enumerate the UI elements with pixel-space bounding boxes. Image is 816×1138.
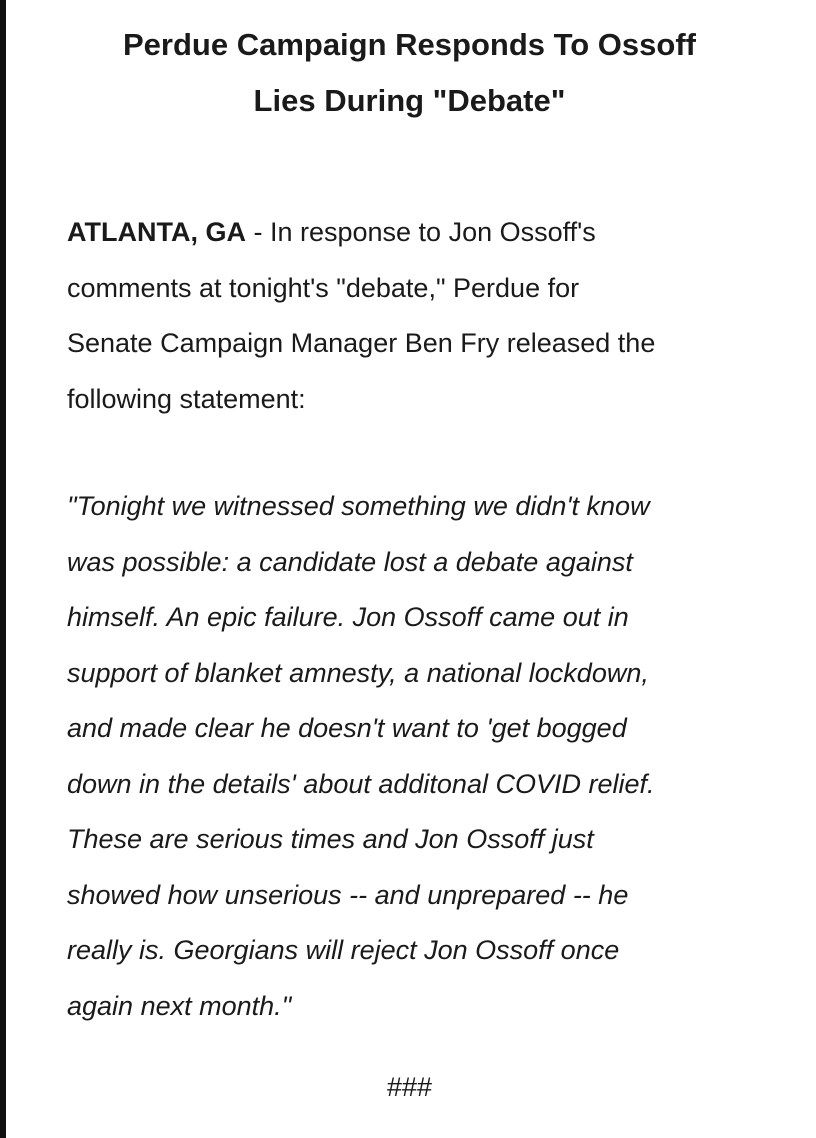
quote-line: support of blanket amnesty, a national lockdown, [67, 657, 649, 688]
intro-line: Senate Campaign Manager Ben Fry released the [67, 328, 656, 358]
intro-line: following statement: [67, 383, 306, 414]
headline-line: Lies During "Debate" [253, 83, 566, 118]
dateline: ATLANTA, GA [67, 217, 246, 247]
headline-line: Perdue Campaign Responds To Ossoff [122, 27, 696, 62]
press-release [67, 0, 767, 1115]
quote-line: "Tonight we witnessed something we didn't know [67, 491, 650, 521]
quote-line: down in the details' about additonal COVID relief. [67, 768, 655, 799]
quote-line: showed how unserious -- and unprepared -- he [67, 879, 629, 910]
statement-quote [67, 479, 767, 1034]
quote-line: really is. Georgians will reject Jon Ossoff once [67, 935, 620, 965]
left-border [0, 0, 6, 1138]
intro-first-line-text: - In response to Jon Ossoff's [245, 217, 596, 247]
quote-line: and made clear he doesn't want to 'get bogged [67, 713, 627, 743]
intro-paragraph [67, 205, 767, 427]
quote-line: was possible: a candidate lost a debate against [67, 546, 633, 577]
intro-line: comments at tonight's "debate," Perdue for [67, 272, 580, 303]
quote-line: These are serious times and Jon Ossoff just [67, 824, 594, 854]
headline [67, 0, 752, 129]
quote-line: himself. An epic failure. Jon Ossoff came out in [67, 602, 629, 632]
quote-line: again next month." [67, 990, 292, 1021]
end-mark: ### [386, 1072, 433, 1102]
intro-line [67, 205, 767, 261]
